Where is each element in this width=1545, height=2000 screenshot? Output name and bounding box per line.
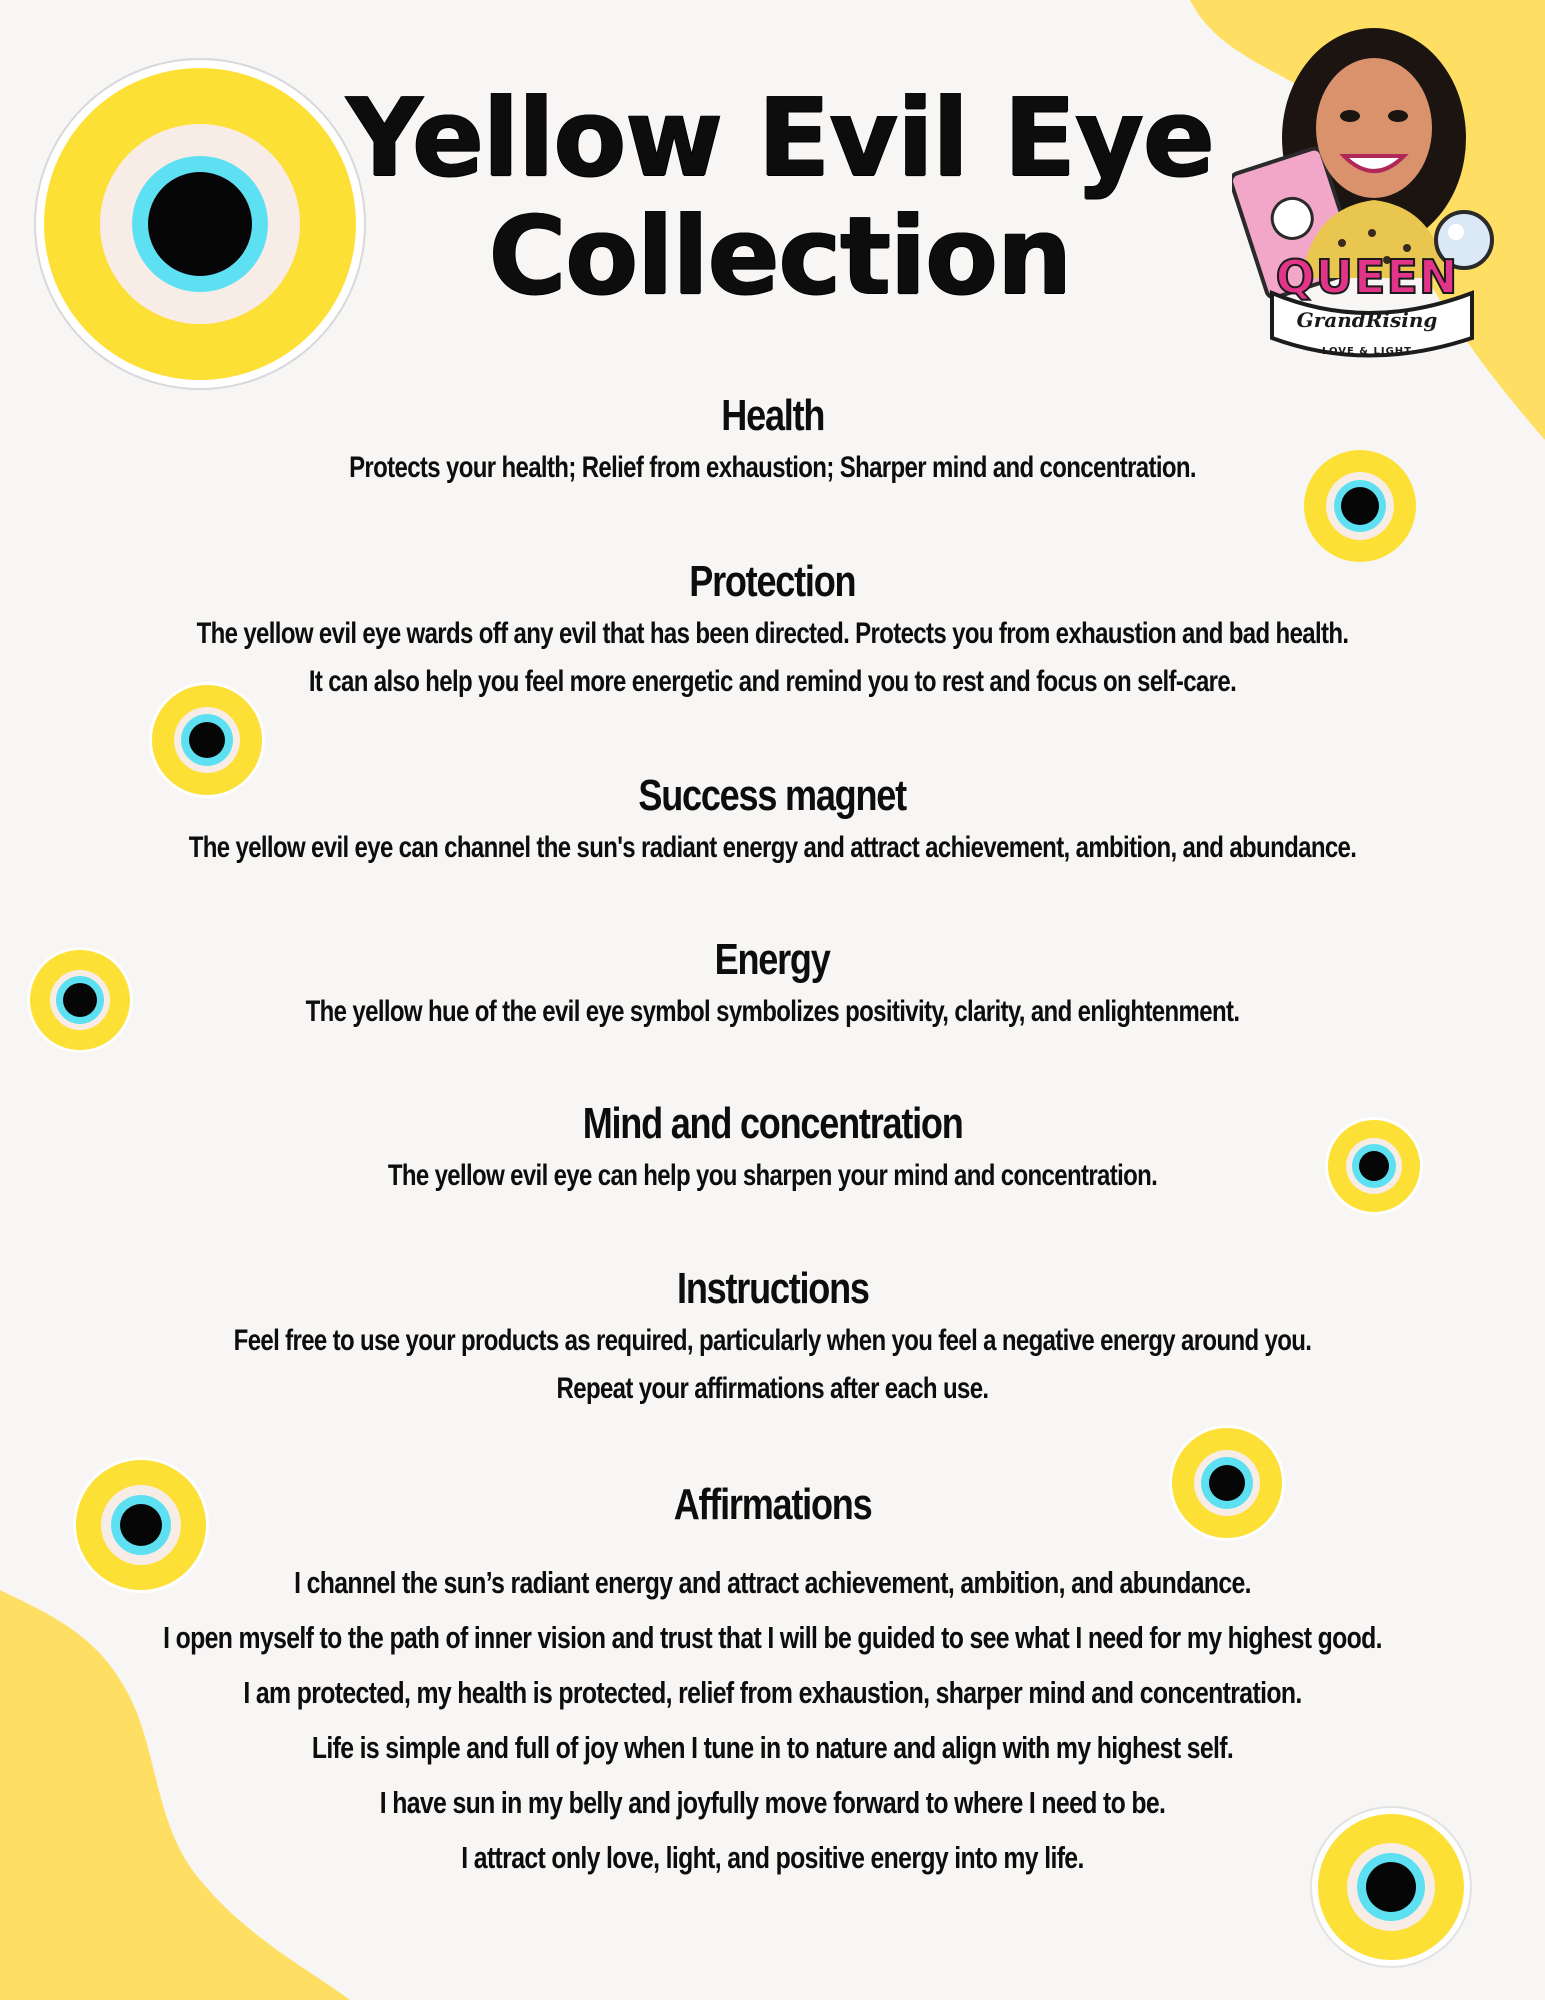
section-heading: Affirmations [673, 1480, 872, 1529]
section-heading: Instructions [676, 1264, 869, 1313]
affirmation-line: I channel the sun’s radiant energy and attract achievement, ambition, and abundance. [294, 1565, 1251, 1600]
section-heading: Energy [715, 935, 830, 984]
logo-subtitle: GrandRising [1296, 308, 1438, 332]
section-text: Protects your health; Relief from exhaustion; Sharper mind and concentration. [349, 451, 1196, 484]
affirmation-line: I attract only love, light, and positive energy into my life. [461, 1840, 1084, 1875]
section-heading: Success magnet [638, 771, 907, 820]
section-energy [0, 932, 1545, 1036]
section-affirmations [0, 1477, 1545, 1885]
section-protection [0, 554, 1545, 706]
section-text: It can also help you feel more energetic and remind you to rest and focus on self-care. [308, 665, 1237, 698]
affirmation-line: Life is simple and full of joy when I tune in to nature and align with my highest self. [311, 1730, 1234, 1765]
section-mind-and-concentration [0, 1096, 1545, 1200]
evil-eye-icon [36, 60, 364, 388]
section-heading: Mind and concentration [582, 1099, 963, 1148]
affirmation-line: I have sun in my belly and joyfully move forward to where I need to be. [379, 1785, 1166, 1820]
section-text: The yellow evil eye can channel the sun's radiant energy and attract achievement, ambition, and abundance. [188, 831, 1357, 864]
title-line-1: Yellow Evil Eye [346, 76, 1214, 201]
affirmation-line: I am protected, my health is protected, relief from exhaustion, sharper mind and concentration. [243, 1675, 1302, 1710]
section-text: Repeat your affirmations after each use. [556, 1372, 989, 1405]
section-health [0, 388, 1545, 492]
section-text: The yellow evil eye wards off any evil that has been directed. Protects you from exhaustion and bad health. [196, 617, 1349, 650]
page-title [339, 76, 1221, 319]
queen-logo [1232, 28, 1502, 368]
affirmation-line: I open myself to the path of inner vision and trust that I will be guided to see what I need for my highest good. [163, 1620, 1382, 1655]
section-text: Feel free to use your products as required, particularly when you feel a negative energy around you. [233, 1324, 1312, 1357]
logo-tagline: LOVE & LIGHT [1322, 346, 1412, 357]
section-success-magnet [0, 768, 1545, 872]
title-line-2: Collection [488, 194, 1072, 319]
section-heading: Protection [689, 557, 856, 606]
logo-brand: QUEEN [1275, 250, 1459, 304]
section-text: The yellow evil eye can help you sharpen your mind and concentration. [387, 1159, 1158, 1192]
section-heading: Health [721, 391, 824, 440]
section-instructions [0, 1261, 1545, 1413]
section-text: The yellow hue of the evil eye symbol symbolizes positivity, clarity, and enlightenment. [305, 995, 1240, 1028]
